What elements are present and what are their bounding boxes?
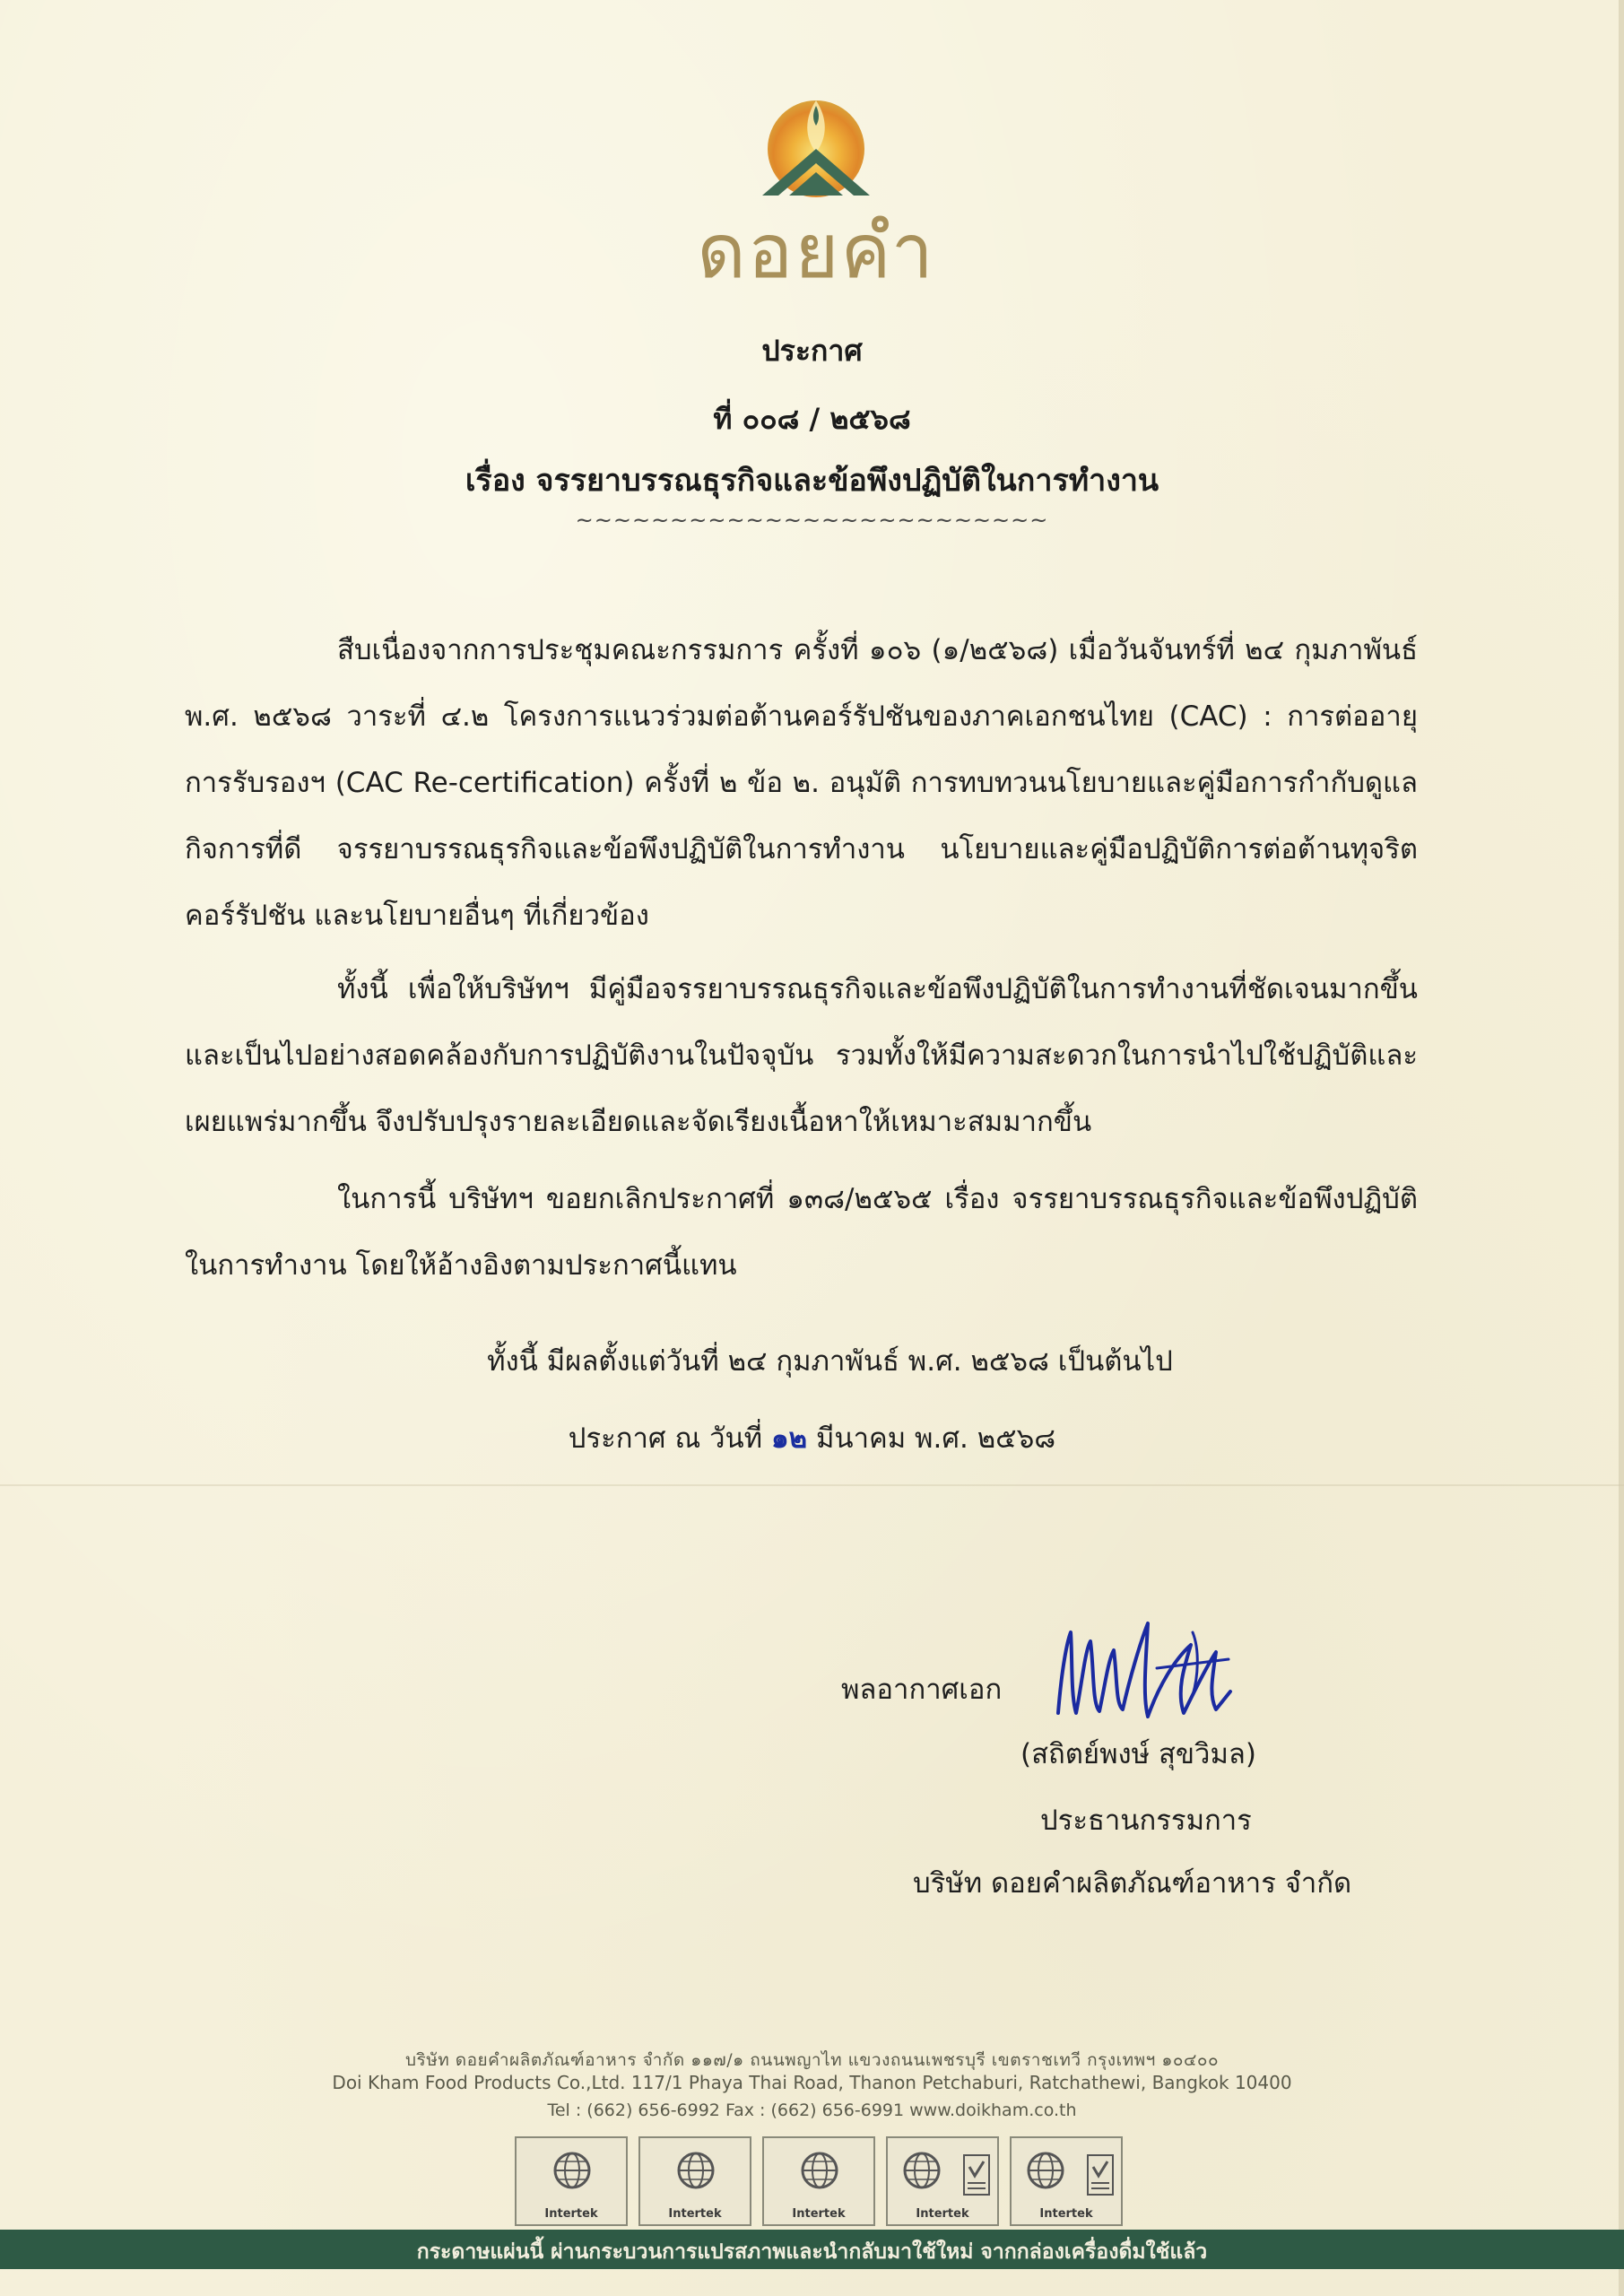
announcement-date-line xyxy=(0,1415,1624,1460)
recycled-paper-note: กระดาษแผ่นนี้ ผ่านกระบวนการแปรสภาพและนำกลับมาใช้ใหม่ จากกล่องเครื่องดื่มใช้แล้ว xyxy=(416,2240,1208,2264)
cert-label: Intertek xyxy=(668,2207,722,2221)
signatory-company: บริษัท ดอยคำผลิตภัณฑ์อาหาร จำกัด xyxy=(913,1867,1352,1900)
certification-logo xyxy=(886,2136,999,2226)
intertek-globe-icon xyxy=(1026,2151,1065,2190)
paragraph-purpose: ทั้งนี้ เพื่อให้บริษัทฯ มีคู่มือจรรยาบรรณธุรกิจและข้อพึงปฏิบัติในการทำงานที่ชัดเจนมากขึ้น และเป็นไปอย่างสอดคล้องกับการปฏิบัติงานในปัจจุบัน รวมทั้งให้มีความสะดวกในการนำไปใช้ปฏิบัติและเผยแพร่มากขึ้น จึงปรับปรุงรายละเอียดและจัดเรียงเนื้อหาให้เหมาะสมมากขึ้น xyxy=(185,973,1418,1138)
announcement-subject: เรื่อง จรรยาบรรณธุรกิจและข้อพึงปฏิบัติในการทำงาน xyxy=(465,463,1159,499)
certification-logo xyxy=(515,2136,628,2226)
certification-logos xyxy=(515,2136,1125,2226)
heading-divider: ~~~~~~~~~~~~~~~~~~~~~~~~~ xyxy=(575,508,1049,533)
cert-label: Intertek xyxy=(916,2207,969,2221)
footer-address-english: Doi Kham Food Products Co.,Ltd. 117/1 Phaya Thai Road, Thanon Petchaburi, Ratchathewi, Bangkok 10400 xyxy=(332,2072,1292,2093)
accreditation-badge-icon xyxy=(963,2154,990,2196)
certification-logo xyxy=(638,2136,751,2226)
cert-label: Intertek xyxy=(544,2207,598,2221)
announcement-number: ที่ ๐๐๘ / ๒๕๖๘ xyxy=(713,402,911,436)
cert-label: Intertek xyxy=(1039,2207,1093,2221)
announced-prefix: ประกาศ ณ วันที่ xyxy=(568,1422,763,1455)
paragraph-background: สืบเนื่องจากการประชุมคณะกรรมการ ครั้งที่ ๑๐๖ (๑/๒๕๖๘) เมื่อวันจันทร์ที่ ๒๔ กุมภาพันธ์ พ.ศ. ๒๕๖๘ วาระที่ ๔.๒ โครงการแนวร่วมต่อต้านคอร์รัปชันของภาคเอกชนไทย (CAC) : การต่ออายุการรับรองฯ (CAC Re-certification) ครั้งที่ ๒ ข้อ ๒. อนุมัติ การทบทวนนโยบายและคู่มือการกำกับดูแลกิจการที่ดี จรรยาบรรณธุรกิจและข้อพึงปฏิบัติในการทำงาน นโยบายและคู่มือปฏิบัติการต่อต้านทุจริต คอร์รัปชัน และนโยบายอื่นๆ ที่เกี่ยวข้อง xyxy=(185,634,1418,932)
announced-day-handwritten: ๑๒ xyxy=(770,1422,808,1455)
cert-label: Intertek xyxy=(792,2207,846,2221)
announcement-title: ประกาศ xyxy=(761,334,863,368)
doi-kham-logo-icon xyxy=(753,90,879,206)
intertek-globe-icon xyxy=(676,2151,716,2190)
footer-contact: Tel : (662) 656-6992 Fax : (662) 656-6991 www.doikham.co.th xyxy=(547,2100,1077,2120)
signatory-name: (สถิตย์พงษ์ สุขวิมล) xyxy=(1020,1738,1256,1770)
intertek-globe-icon xyxy=(800,2151,839,2190)
logo-wordmark: ดอยคำ xyxy=(697,207,935,295)
company-logo xyxy=(682,90,951,295)
announced-suffix: มีนาคม พ.ศ. ๒๕๖๘ xyxy=(815,1422,1056,1455)
certification-logo xyxy=(762,2136,875,2226)
paragraph-cancellation: ในการนี้ บริษัทฯ ขอยกเลิกประกาศที่ ๑๓๘/๒๕๖๕ เรื่อง จรรยาบรรณธุรกิจและข้อพึงปฏิบัติในการทำงาน โดยให้อ้างอิงตามประกาศนี้แทน xyxy=(185,1183,1418,1282)
intertek-globe-icon xyxy=(552,2151,592,2190)
accreditation-badge-icon xyxy=(1087,2154,1114,2196)
certification-logo xyxy=(1010,2136,1123,2226)
intertek-globe-icon xyxy=(902,2151,942,2190)
footer-address-thai: บริษัท ดอยคำผลิตภัณฑ์อาหาร จำกัด ๑๑๗/๑ ถนนพญาไท แขวงถนนเพชรบุรี เขตราชเทวี กรุงเทพฯ ๑๐๔๐๐ xyxy=(404,2050,1220,2070)
signatory-position: ประธานกรรมการ xyxy=(1040,1805,1252,1837)
effective-date-line: ทั้งนี้ มีผลตั้งแต่วันที่ ๒๔ กุมภาพันธ์ พ.ศ. ๒๕๖๘ เป็นต้นไป xyxy=(487,1345,1173,1378)
signatory-rank: พลอากาศเอก xyxy=(841,1674,1003,1706)
handwritten-signature xyxy=(1040,1605,1246,1740)
paper-fold-line xyxy=(0,1484,1624,1486)
